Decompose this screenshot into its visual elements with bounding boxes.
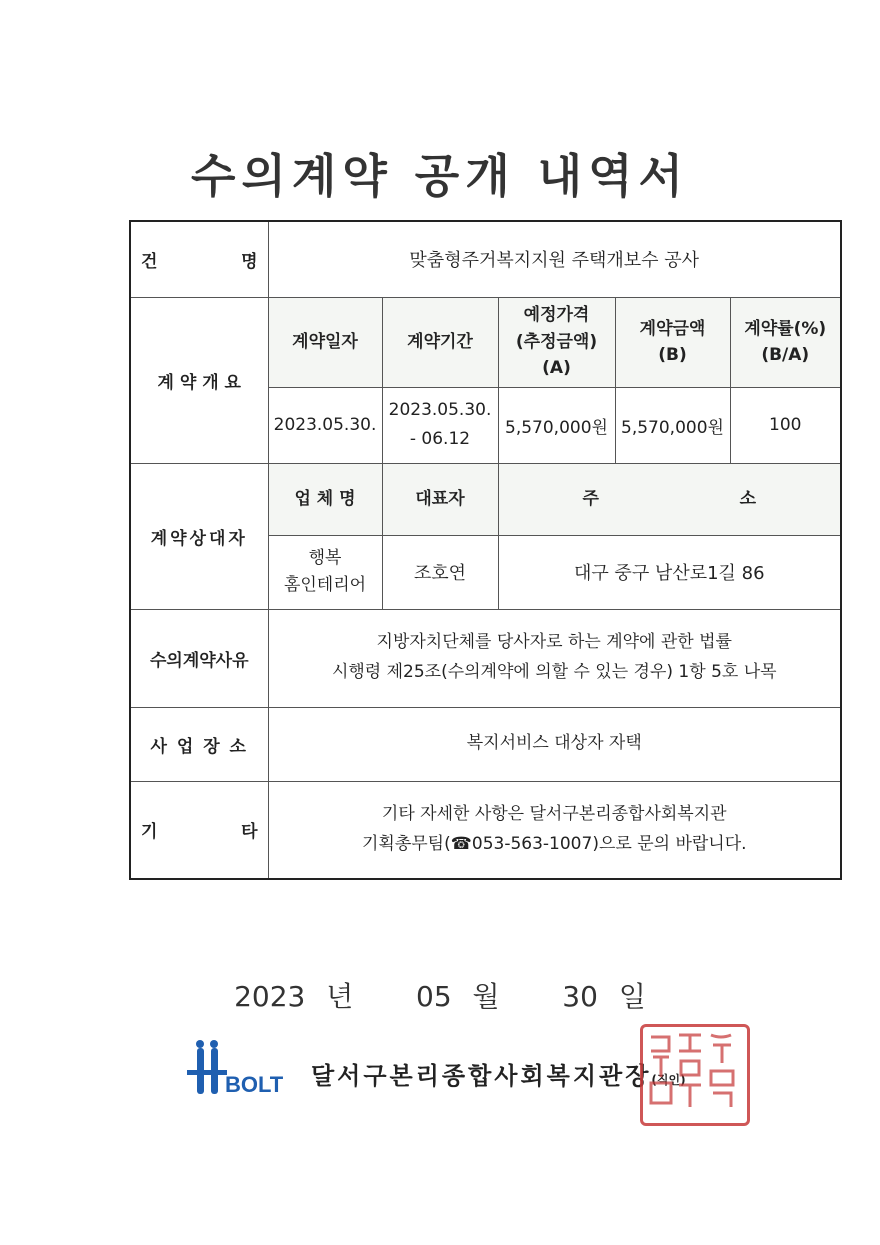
value-company: 행복 홈인테리어	[268, 535, 382, 609]
issue-date: 2023 년 05 월 30 일	[234, 980, 646, 1013]
etc-label: 기 타	[130, 781, 268, 879]
counterparty-header-row	[130, 463, 841, 535]
bolt-logo-icon	[185, 1040, 295, 1100]
header-contract-period: 계약기간	[382, 297, 498, 387]
location-label: 사 업 장 소	[130, 707, 268, 781]
value-contract-rate: 100	[730, 387, 841, 463]
header-contract-date: 계약일자	[268, 297, 382, 387]
reason-label: 수의계약사유	[130, 609, 268, 707]
seal-note: (직인)	[651, 1073, 686, 1087]
reason-row	[130, 609, 841, 707]
header-estimated-price: 예정가격 (추정금액)(A)	[498, 297, 615, 387]
organization-name: 달서구본리종합사회복지관장(직인)	[311, 1062, 686, 1090]
logo-text: BOLT	[225, 1072, 284, 1097]
value-address: 대구 중구 남산로1길 86	[498, 535, 841, 609]
header-address: 주 소	[498, 463, 841, 535]
page-title: 수의계약 공개 내역서	[191, 149, 689, 203]
value-contract-date: 2023.05.30.	[268, 387, 382, 463]
location-row	[130, 707, 841, 781]
value-contract-amount: 5,570,000원	[615, 387, 730, 463]
counterparty-label: 계약상대자	[130, 463, 268, 609]
overview-label: 계 약 개 요	[130, 297, 268, 463]
official-seal-stamp	[640, 1024, 750, 1126]
contract-table	[129, 220, 842, 880]
overview-header-row	[130, 297, 841, 387]
value-representative: 조호연	[382, 535, 498, 609]
value-estimated-price: 5,570,000원	[498, 387, 615, 463]
reason-text: 지방자치단체를 당사자로 하는 계약에 관한 법률 시행령 제25조(수의계약에 의할 수 있는 경우) 1항 5호 나목	[268, 609, 841, 707]
header-contract-amount: 계약금액 (B)	[615, 297, 730, 387]
case-name-value: 맞춤형주거복지지원 주택개보수 공사	[268, 221, 841, 297]
case-name-label: 건 명	[130, 221, 268, 297]
etc-row	[130, 781, 841, 879]
header-representative: 대표자	[382, 463, 498, 535]
seal-pattern-icon	[643, 1027, 741, 1117]
header-contract-rate: 계약률(%) (B/A)	[730, 297, 841, 387]
header-company: 업 체 명	[268, 463, 382, 535]
etc-text: 기타 자세한 사항은 달서구본리종합사회복지관 기획총무팀(☎053-563-1007)으로 문의 바랍니다.	[268, 781, 841, 879]
case-name-row	[130, 221, 841, 297]
location-text: 복지서비스 대상자 자택	[268, 707, 841, 781]
value-contract-period: 2023.05.30. - 06.12	[382, 387, 498, 463]
